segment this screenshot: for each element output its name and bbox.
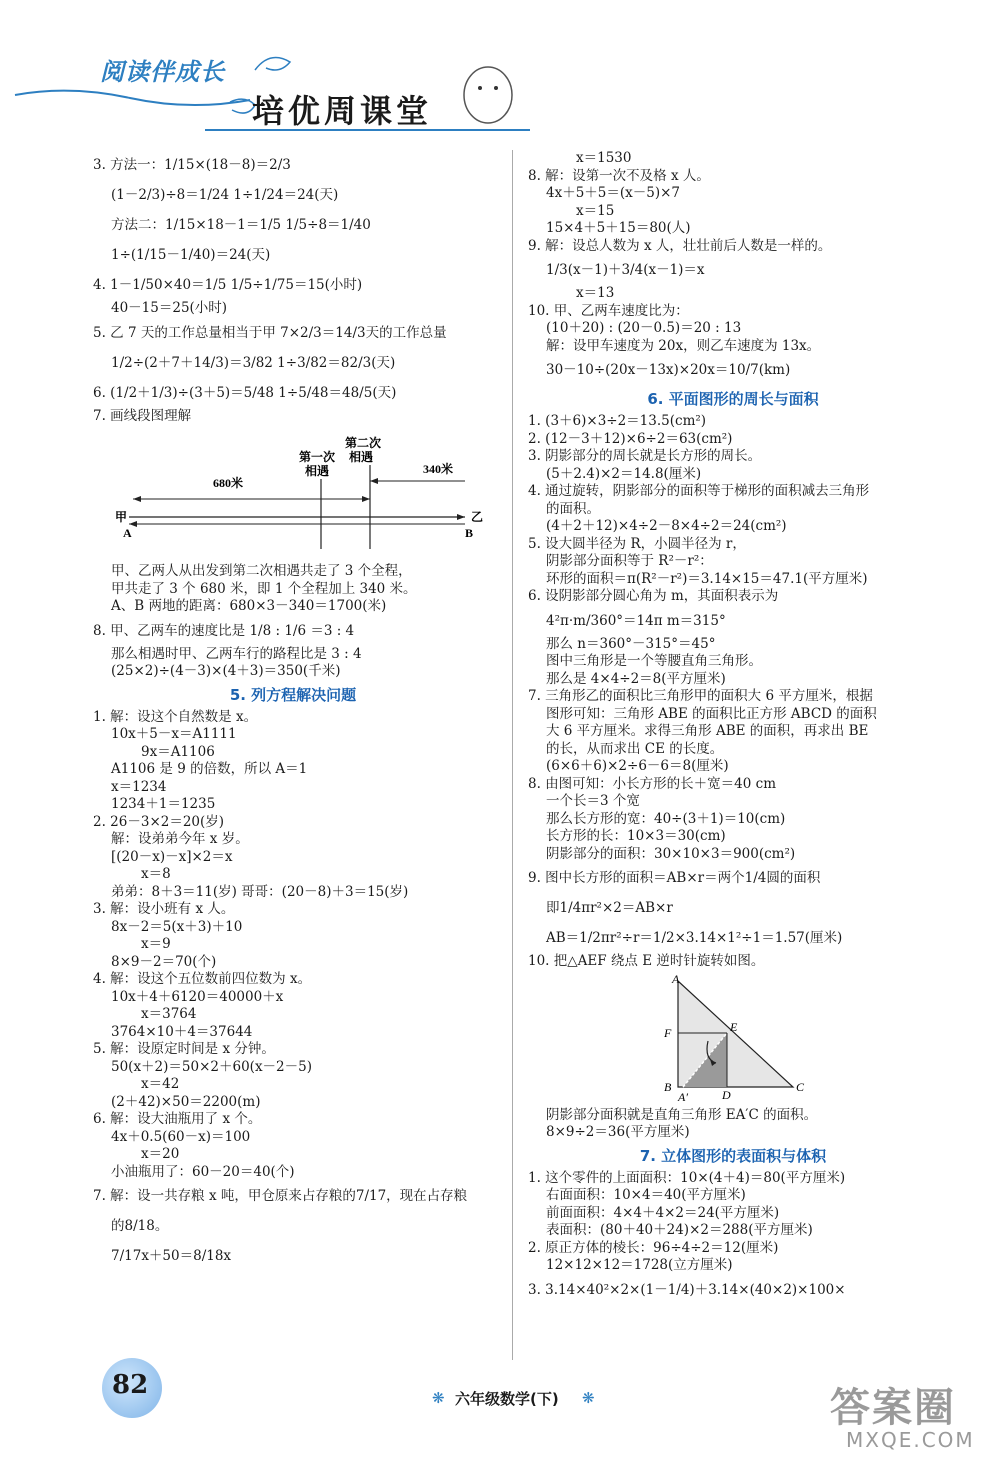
- answer-line: 3. 方法一：1/15×(18－8)＝2/3: [93, 157, 291, 173]
- answer-line: 1/2÷(2＋7＋14/3)＝3/82 1÷3/82＝82/3(天): [111, 354, 396, 371]
- book-title: 六年级数学(下): [455, 1390, 559, 1408]
- right-column: [528, 150, 938, 1305]
- page-number-badge: [102, 1358, 162, 1418]
- answer-line: 的8/18。: [111, 1218, 169, 1234]
- segment-diagram: [93, 429, 493, 559]
- answer-line: 12×12×12＝1728(立方厘米): [546, 1257, 733, 1273]
- answer-line: 4²π·m/360°＝14π m＝315°: [546, 612, 726, 629]
- section-heading: 5. 列方程解决问题: [229, 685, 357, 704]
- answer-line: 3764×10＋4＝37644: [111, 1023, 253, 1040]
- answer-line: 50(x＋2)＝50×2＋60(x－2－5): [111, 1058, 312, 1075]
- answer-line: 7. 画线段图理解: [93, 407, 192, 424]
- answer-line: 6. (1/2＋1/3)÷(3＋5)＝5/48 1÷5/48＝48/5(天): [93, 384, 397, 401]
- answer-line: 2. (12－3＋12)×6÷2＝63(cm²): [528, 430, 733, 447]
- figure-point-D: D: [722, 1087, 731, 1102]
- diagram-point-A: A: [123, 526, 132, 540]
- answer-line: (5＋2.4)×2＝14.8(厘米): [546, 465, 702, 482]
- page-header: [0, 0, 1000, 145]
- answer-line: 1. 这个零件的上面面积：10×(4＋4)＝80(平方厘米): [528, 1169, 846, 1186]
- answer-line: 8. 由图可知：小长方形的长＋宽＝40 cm: [528, 775, 777, 792]
- answer-line: 前面面积：4×4＋4×2＝24(平方厘米): [546, 1204, 780, 1221]
- answer-line: AB＝1/2πr²÷r＝1/2×3.14×1²÷1＝1.57(厘米): [546, 930, 843, 946]
- answer-line: 2. 原正方体的棱长：96÷4÷2＝12(厘米): [528, 1239, 779, 1256]
- answer-line: 5. 设大圆半径为 R，小圆半径为 r，: [528, 535, 746, 552]
- answer-line: 弟弟：8＋3＝11(岁) 哥哥：(20－8)＋3＝15(岁): [111, 883, 409, 900]
- answer-line: 阴影部分的面积：30×10×3＝900(cm²): [546, 845, 796, 862]
- triangle-figure: [528, 975, 938, 1103]
- section-heading: 6. 平面图形的周长与面积: [647, 390, 819, 408]
- answer-line: 10x＋4＋6120＝40000＋x: [111, 988, 284, 1005]
- answer-line: (25×2)÷(4－3)×(4＋3)＝350(千米): [111, 663, 341, 679]
- answer-line: 长方形的长：10×3＝30(cm): [546, 828, 726, 844]
- answer-line: 10x＋5－x＝A1111: [111, 726, 237, 742]
- answer-line: 阴影部分面积等于 R²－r²：: [546, 553, 713, 569]
- answer-line: 10. 把△AEF 绕点 E 逆时针旋转如图。: [528, 953, 765, 969]
- answer-line: 7. 三角形乙的面积比三角形甲的面积大 6 平方厘米，根据: [528, 688, 873, 704]
- answer-line: (2＋42)×50＝2200(m): [111, 1093, 261, 1110]
- answer-line: 解：设甲车速度为 20x，则乙车速度为 13x。: [546, 337, 821, 354]
- answer-line: 环形的面积＝π(R²－r²)＝3.14×15＝47.1(平方厘米): [546, 570, 868, 587]
- answer-line: 方法二：1/15×18－1＝1/5 1/5÷8＝1/40: [111, 217, 371, 233]
- answer-line: 表面积：(80＋40＋24)×2＝288(平方厘米): [546, 1222, 813, 1238]
- figure-point-E: E: [730, 1019, 738, 1034]
- answer-line: 2. 26－3×2＝20(岁): [93, 813, 225, 830]
- column-divider: [512, 150, 513, 1360]
- answer-line: 4. 1－1/50×40＝1/5 1/5÷1/75＝15(小时): [93, 277, 363, 293]
- answer-line: 1. 解：设这个自然数是 x。: [93, 708, 258, 725]
- answer-line: 8. 解：设第一次不及格 x 人。: [528, 167, 710, 184]
- left-column: [93, 150, 493, 1271]
- answer-line: 右面面积：10×4＝40(平方厘米): [546, 1187, 746, 1203]
- figure-point-A-prime: A′: [678, 1089, 688, 1103]
- diagram-distance-a: 680米: [213, 476, 244, 490]
- answer-line: 图中三角形是一个等腰直角三角形。: [546, 653, 762, 669]
- answer-line: x＝13: [576, 285, 615, 301]
- answer-line: 5. 乙 7 天的工作总量相当于甲 7×2/3＝14/3天的工作总量: [93, 324, 447, 341]
- answer-line: 3. 3.14×40²×2×(1－1/4)＋3.14×(40×2)×100×: [528, 1281, 846, 1298]
- answer-line: x＝1530: [576, 150, 632, 166]
- answer-line: 4x＋5＋5＝(x－5)×7: [546, 185, 681, 201]
- answer-line: 7/17x＋50＝8/18x: [111, 1248, 232, 1264]
- answer-line: (6×6＋6)×2÷6－6＝8(厘米): [546, 758, 729, 774]
- answer-line: x＝1234: [111, 778, 167, 795]
- answer-line: 1234＋1＝1235: [111, 796, 216, 812]
- answer-line: 图形可知：三角形 ABE 的面积比正方形 ABCD 的面积: [546, 705, 877, 722]
- answer-line: 一个长＝3 个宽: [546, 793, 640, 809]
- diagram-person-yi: 乙: [471, 510, 484, 524]
- figure-point-C: C: [796, 1079, 805, 1094]
- answer-line: (4＋2＋12)×4÷2－8×4÷2＝24(cm²): [546, 518, 787, 534]
- diagram-label-first: 第一次: [299, 450, 336, 464]
- answer-line: 8×9÷2＝36(平方厘米): [546, 1124, 690, 1140]
- diagram-person-jia: 甲: [115, 510, 128, 524]
- diagram-distance-b: 340米: [423, 462, 454, 476]
- answer-line: 1/3(x－1)＋3/4(x－1)＝x: [546, 262, 705, 278]
- answer-line: 3. 阴影部分的周长就是长方形的周长。: [528, 448, 762, 464]
- answer-line: 10. 甲、乙两车速度比为：: [528, 302, 689, 319]
- snowflake-icon: ❋: [582, 1389, 595, 1407]
- answer-line: 4x＋0.5(60－x)＝100: [111, 1128, 251, 1145]
- answer-line: 的面积。: [546, 500, 600, 517]
- diagram-label-meet: 相遇: [349, 450, 374, 464]
- answer-line: x＝8: [141, 866, 171, 882]
- section-heading: 7. 立体图形的表面积与体积: [639, 1146, 827, 1165]
- answer-line: 8x－2＝5(x＋3)＋10: [111, 918, 243, 935]
- answer-line: 解：设弟弟今年 x 岁。: [111, 831, 249, 847]
- answer-line: (10＋20) : (20－0.5)＝20 : 13: [546, 320, 742, 336]
- answer-line: 那么是 4×4÷2＝8(平方厘米): [546, 670, 726, 687]
- figure-point-B: B: [664, 1079, 672, 1094]
- diagram-point-B: B: [465, 526, 474, 540]
- answer-line: 6. 解：设大油瓶用了 x 个。: [93, 1111, 262, 1127]
- watermark-url: MXQE.COM: [846, 1428, 975, 1452]
- answer-line: 9. 图中长方形的面积＝AB×r＝两个1/4圆的面积: [528, 870, 821, 886]
- answer-line: 的长，从而求出 CE 的长度。: [546, 740, 724, 757]
- answer-line: 4. 通过旋转，阴影部分的面积等于梯形的面积减去三角形: [528, 483, 870, 499]
- diagram-label-second: 第二次: [345, 436, 382, 450]
- answer-line: x＝42: [141, 1076, 180, 1092]
- answer-line: [(20－x)－x]×2＝x: [111, 848, 233, 865]
- answer-line: 甲、乙两人从出发到第二次相遇共走了 3 个全程，: [111, 563, 412, 579]
- answer-line: 8×9－2＝70(个): [111, 953, 217, 970]
- answer-line: x＝20: [141, 1146, 180, 1162]
- answer-line: 甲共走了 3 个 680 米，即 1 个全程加上 340 米。: [111, 580, 417, 597]
- answer-line: 4. 解：设这个五位数前四位数为 x。: [93, 971, 312, 987]
- answer-line: 1. (3＋6)×3÷2＝13.5(cm²): [528, 413, 707, 429]
- answer-line: 30－10÷(20x－13x)×20x＝10/7(km): [546, 362, 791, 378]
- answer-line: 9. 解：设总人数为 x 人，壮壮前后人数是一样的。: [528, 237, 832, 254]
- answer-line: 那么相遇时甲、乙两车行的路程比是 3 : 4: [111, 645, 362, 662]
- answer-line: 7. 解：设一共存粮 x 吨，甲仓原来占存粮的7/17，现在占存粮: [93, 1188, 468, 1204]
- answer-line: 那么长方形的宽：40÷(3＋1)＝10(cm): [546, 810, 786, 827]
- answer-line: 小油瓶用了：60－20＝40(个): [111, 1163, 295, 1180]
- answer-line: 3. 解：设小班有 x 人。: [93, 901, 235, 917]
- page-number: 82: [112, 1370, 149, 1400]
- answer-line: 大 6 平方厘米。求得三角形 ABE 的面积，再求出 BE: [546, 723, 869, 739]
- answer-line: 1÷(1/15－1/40)＝24(天): [111, 247, 271, 263]
- answer-line: 15×4＋5＋15＝80(人): [546, 220, 691, 236]
- answer-line: A1106 是 9 的倍数，所以 A＝1: [111, 761, 308, 777]
- brand-logo: 阅读伴成长: [100, 57, 225, 86]
- answer-line: 即1/4πr²×2＝AB×r: [546, 900, 673, 916]
- page-title: 培优周课堂: [252, 92, 433, 130]
- answer-line: (1－2/3)÷8＝1/24 1÷1/24＝24(天): [111, 187, 339, 203]
- diagram-label-meet: 相遇: [305, 464, 330, 478]
- figure-point-A: A: [672, 974, 680, 986]
- answer-line: 9x＝A1106: [141, 743, 215, 760]
- answer-line: 40－15＝25(小时): [111, 300, 228, 316]
- watermark-logo: 答案圈: [830, 1385, 956, 1431]
- answer-line: 那么 n＝360°－315°＝45°: [546, 635, 716, 652]
- answer-line: A、B 两地的距离：680×3－340＝1700(米): [111, 598, 387, 614]
- answer-line: 6. 设阴影部分圆心角为 m，其面积表示为: [528, 588, 779, 604]
- figure-point-F: F: [664, 1025, 672, 1040]
- answer-line: x＝3764: [141, 1006, 197, 1022]
- answer-line: 8. 甲、乙两车的速度比是 1/8 : 1/6 ＝3 : 4: [93, 622, 355, 639]
- answer-line: 阴影部分面积就是直角三角形 EA′C 的面积。: [546, 1106, 818, 1123]
- answer-line: x＝9: [141, 936, 171, 952]
- answer-line: x＝15: [576, 202, 615, 219]
- snowflake-icon: ❋: [432, 1389, 445, 1407]
- answer-line: 5. 解：设原定时间是 x 分钟。: [93, 1041, 275, 1057]
